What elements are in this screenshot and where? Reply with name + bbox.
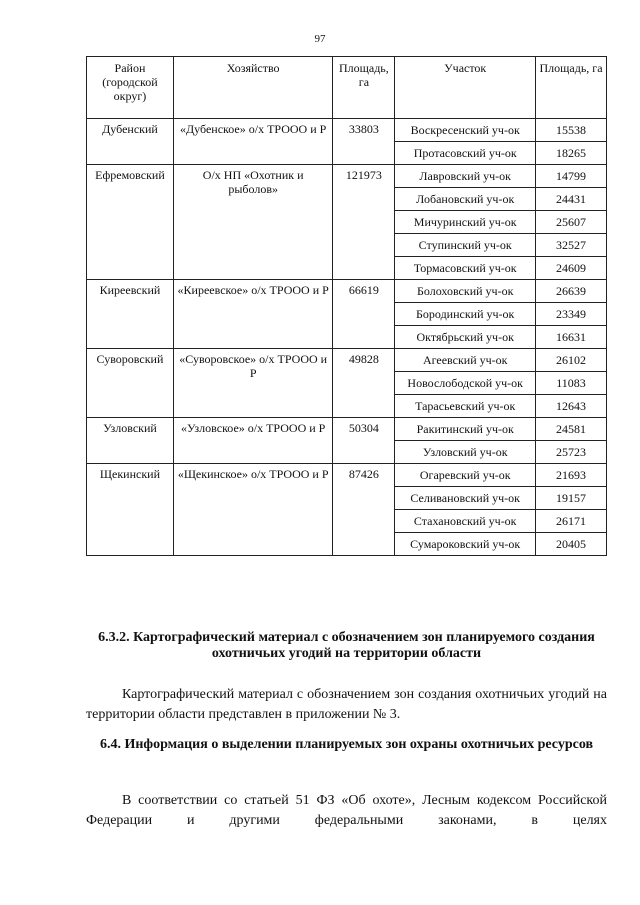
section-paragraph-6-3-2: Картографический материал с обозначением зон создания охотничьих угодий на территории области представлен в приложении № 3. — [86, 687, 607, 722]
page-number: 97 — [314, 33, 326, 45]
plot-name-cell: Лавровский уч-ок — [395, 165, 536, 188]
plot-name-cell: Тормасовский уч-ок — [395, 257, 536, 280]
plot-name-cell: Стахановский уч-ок — [395, 510, 536, 533]
plot-name-cell: Протасовский уч-ок — [395, 142, 536, 165]
plot-area-cell: 32527 — [536, 234, 607, 257]
district-cell: Киреевский — [87, 280, 174, 349]
farm-cell: «Суворовское» о/х ТРООО и Р — [173, 349, 333, 418]
plot-name-cell: Бородинский уч-ок — [395, 303, 536, 326]
plot-area-cell: 25607 — [536, 211, 607, 234]
table-row — [87, 418, 607, 441]
plot-name-cell: Селивановский уч-ок — [395, 487, 536, 510]
plot-name-cell: Лобановский уч-ок — [395, 188, 536, 211]
district-cell: Дубенский — [87, 119, 174, 165]
plot-name-cell: Мичуринский уч-ок — [395, 211, 536, 234]
plot-name-cell: Ступинский уч-ок — [395, 234, 536, 257]
district-cell: Ефремовский — [87, 165, 174, 280]
farm-area-cell: 49828 — [333, 349, 395, 418]
plot-area-cell: 24431 — [536, 188, 607, 211]
plot-area-cell: 26639 — [536, 280, 607, 303]
header-farm-area: Площадь, га — [333, 57, 395, 119]
plot-area-cell: 26102 — [536, 349, 607, 372]
farm-area-cell: 87426 — [333, 464, 395, 556]
plot-name-cell: Огаревский уч-ок — [395, 464, 536, 487]
farm-cell: «Щекинское» о/х ТРООО и Р — [173, 464, 333, 556]
plot-name-cell: Воскресенский уч-ок — [395, 119, 536, 142]
header-farm: Хозяйство — [173, 57, 333, 119]
plot-name-cell: Сумароковский уч-ок — [395, 533, 536, 556]
farm-cell: О/х НП «Охотник и рыболов» — [173, 165, 333, 280]
header-plot-area: Площадь, га — [536, 57, 607, 119]
farm-cell: «Узловское» о/х ТРООО и Р — [173, 418, 333, 464]
farm-area-cell: 33803 — [333, 119, 395, 165]
section-heading-6-3-2: 6.3.2. Картографический материал с обозначением зон планируемого создания охотничьих угодий на территории области — [98, 630, 595, 661]
header-plot: Участок — [395, 57, 536, 119]
farm-area-cell: 66619 — [333, 280, 395, 349]
table-header-row — [87, 57, 607, 119]
farm-area-cell: 50304 — [333, 418, 395, 464]
plot-name-cell: Агеевский уч-ок — [395, 349, 536, 372]
header-district: Район (городской округ) — [87, 57, 174, 119]
plot-area-cell: 23349 — [536, 303, 607, 326]
district-cell: Щекинский — [87, 464, 174, 556]
plot-area-cell: 24581 — [536, 418, 607, 441]
plot-area-cell: 11083 — [536, 372, 607, 395]
section-heading-6-4: 6.4. Информация о выделении планируемых зон охраны охотничьих ресурсов — [99, 737, 594, 752]
plot-area-cell: 14799 — [536, 165, 607, 188]
table-row — [87, 280, 607, 303]
plot-name-cell: Болоховский уч-ок — [395, 280, 536, 303]
plot-area-cell: 25723 — [536, 441, 607, 464]
plot-name-cell: Узловский уч-ок — [395, 441, 536, 464]
district-cell: Узловский — [87, 418, 174, 464]
plot-name-cell: Новослободской уч-ок — [395, 372, 536, 395]
table-row — [87, 464, 607, 487]
farm-cell: «Дубенское» о/х ТРООО и Р — [173, 119, 333, 165]
farm-area-cell: 121973 — [333, 165, 395, 280]
plot-area-cell: 21693 — [536, 464, 607, 487]
plot-area-cell: 19157 — [536, 487, 607, 510]
plot-area-cell: 26171 — [536, 510, 607, 533]
hunting-grounds-table — [86, 56, 607, 556]
district-cell: Суворовский — [87, 349, 174, 418]
section-paragraph-6-4: В соответствии со статьей 51 ФЗ «Об охоте», Лесным кодексом Российской Федерации и другими федеральными законами, в целях — [86, 793, 607, 828]
plot-area-cell: 24609 — [536, 257, 607, 280]
table-row — [87, 165, 607, 188]
plot-area-cell: 15538 — [536, 119, 607, 142]
table-row — [87, 119, 607, 142]
plot-name-cell: Тарасьевский уч-ок — [395, 395, 536, 418]
plot-name-cell: Ракитинский уч-ок — [395, 418, 536, 441]
plot-area-cell: 16631 — [536, 326, 607, 349]
table-row — [87, 349, 607, 372]
plot-area-cell: 18265 — [536, 142, 607, 165]
plot-area-cell: 12643 — [536, 395, 607, 418]
plot-area-cell: 20405 — [536, 533, 607, 556]
plot-name-cell: Октябрьский уч-ок — [395, 326, 536, 349]
farm-cell: «Киреевское» о/х ТРООО и Р — [173, 280, 333, 349]
